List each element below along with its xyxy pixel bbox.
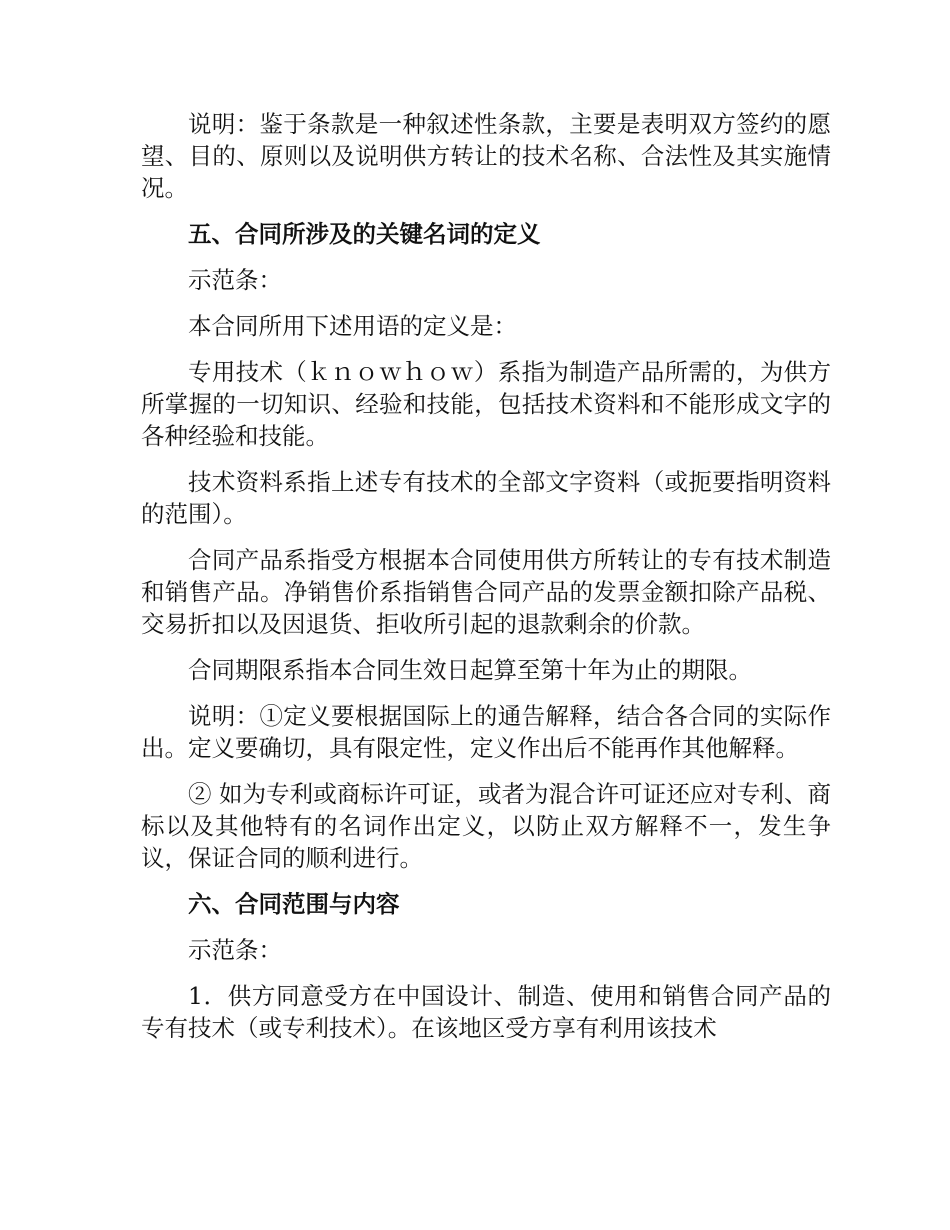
paragraph-explanation-definitions-1: 说明：①定义要根据国际上的通告解释，结合各合同的实际作出。定义要确切，具有限定性，定义作出后不能再作其他解释。 [141,702,831,762]
paragraph-example-label: 示范条： [188,266,282,294]
paragraph-scope-clause-1: 1．供方同意受方在中国设计、制造、使用和销售合同产品的专有技术（或专利技术）。在该地区受方享有利用该技术 [141,982,831,1042]
paragraph-knowhow-definition: 专用技术（ｋｎｏｗｈｏｗ）系指为制造产品所需的，为供方所掌握的一切知识、经验和技能，包括技术资料和不能形成文字的各种经验和技能。 [141,358,831,450]
paragraph-contract-term-definition: 合同期限系指本合同生效日起算至第十年为止的期限。 [188,656,752,684]
section-heading-definitions: 五、合同所涉及的关键名词的定义 [188,220,541,248]
paragraph-contract-product-definition: 合同产品系指受方根据本合同使用供方所转让的专有技术制造和销售产品。净销售价系指销售合同产品的发票金额扣除产品税、交易折扣以及因退货、拒收所引起的退款剩余的价款。 [141,546,831,638]
document-page [141,108,831,1058]
paragraph-example-label-2: 示范条： [188,936,282,964]
paragraph-explanation-definitions-2: ② 如为专利或商标许可证，或者为混合许可证还应对专利、商标以及其他特有的名词作出定义，以防止双方解释不一，发生争议，保证合同的顺利进行。 [141,780,831,872]
paragraph-explanation-preamble: 说明：鉴于条款是一种叙述性条款，主要是表明双方签约的愿望、目的、原则以及说明供方转让的技术名称、合法性及其实施情况。 [141,110,831,202]
paragraph-technical-data-definition: 技术资料系指上述专有技术的全部文字资料（或扼要指明资料的范围）。 [141,468,831,528]
paragraph-definitions-intro: 本合同所用下述用语的定义是： [188,312,517,340]
section-heading-scope: 六、合同范围与内容 [188,890,400,918]
